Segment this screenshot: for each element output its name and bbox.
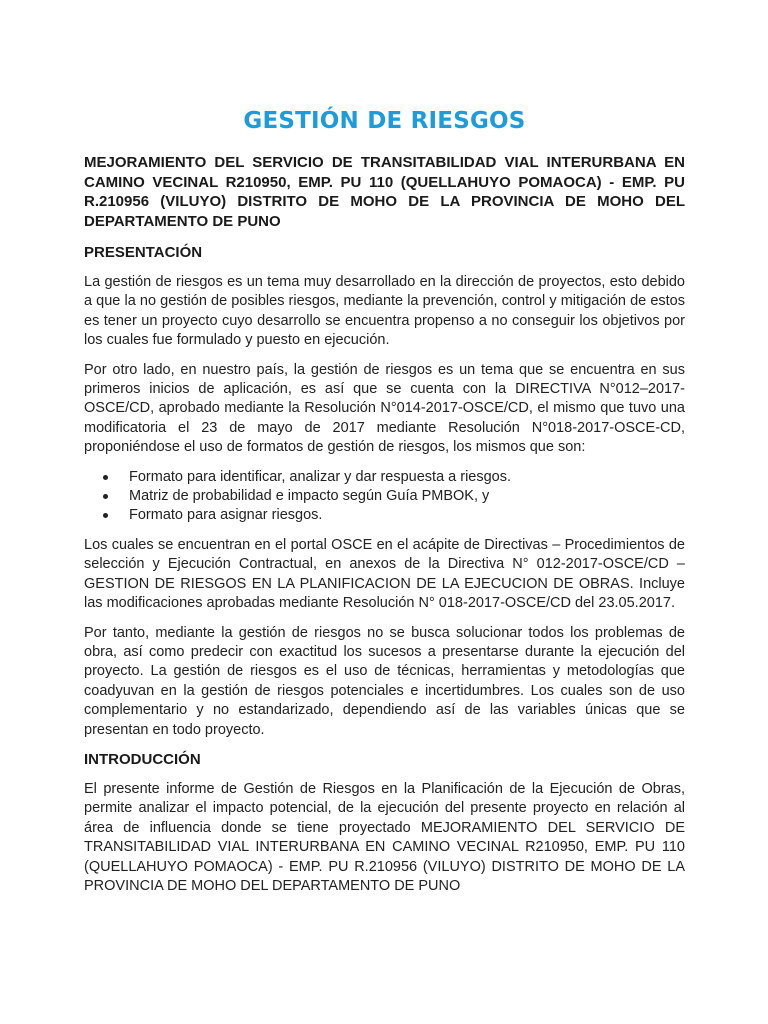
list-item-text: Formato para identificar, analizar y dar respuesta a riesgos. xyxy=(129,468,512,485)
paragraph: El presente informe de Gestión de Riesgos en la Planificación de la Ejecución de Obras, permite analizar el impacto potencial, de la ejecución del presente proyecto en relación al área de influencia donde se tiene proyectado MEJORAMIENTO DEL SERVICIO DE TRANSITABILIDAD VIAL INTERURBANA EN CAMINO VECINAL R210950, EMP. PU 110 (QUELLAHUYO POMAOCA) - EMP. PU R.210956 (VILUYO) DISTRITO DE MOHO DE LA PROVINCIA DE MOHO DEL DEPARTAMENTO DE PUNO xyxy=(84,780,685,894)
bullet-icon xyxy=(103,475,108,480)
bullet-icon xyxy=(103,494,108,499)
bullet-list xyxy=(84,468,685,526)
section-heading-presentacion: PRESENTACIÓN xyxy=(84,244,203,261)
document-page xyxy=(84,104,685,906)
list-item xyxy=(84,506,685,525)
document-title: GESTIÓN DE RIESGOS xyxy=(243,108,526,134)
paragraph: Los cuales se encuentran en el portal OSCE en el acápite de Directivas – Procedimientos de selección y Ejecución Contractual, en anexos de la Directiva N° 012-2017-OSCE/CD – GESTION DE RIESGOS EN LA PLANIFICACION DE LA EJECUCION DE OBRAS. Incluye las modificaciones aprobadas mediante Resolución N° 018-2017-OSCE/CD del 23.05.2017. xyxy=(84,536,685,612)
bullet-icon xyxy=(103,513,108,518)
section-heading-introduccion: INTRODUCCIÓN xyxy=(84,750,201,768)
list-item-text: Formato para asignar riesgos. xyxy=(129,507,323,524)
project-subtitle: MEJORAMIENTO DEL SERVICIO DE TRANSITABILIDAD VIAL INTERURBANA EN CAMINO VECINAL R210950, EMP. PU 110 (QUELLAHUYO POMAOCA) - EMP. PU R.210956 (VILUYO) DISTRITO DE MOHO DE LA PROVINCIA DE MOHO DEL DEPARTAMENTO DE PUNO xyxy=(84,154,685,230)
list-item xyxy=(84,468,685,487)
paragraph: La gestión de riesgos es un tema muy desarrollado en la dirección de proyectos, esto debido a que la no gestión de posibles riesgos, mediante la prevención, control y mitigación de estos es tener un proyecto cuyo desarrollo se encuentra propenso a no conseguir los objetivos por los cuales fue formulado y puesto en ejecución. xyxy=(84,274,685,349)
paragraph: Por tanto, mediante la gestión de riesgos no se busca solucionar todos los problemas de obra, así como predecir con exactitud los sucesos a presentarse durante la ejecución del proyecto. La gestión de riesgos es el uso de técnicas, herramientas y metodologías que coadyuvan en la gestión de riesgos potenciales e incertidumbres. Los cuales son de uso complementario y no estandarizado, dependiendo así de las variables únicas que se presentan en todo proyecto. xyxy=(84,624,685,738)
paragraph: Por otro lado, en nuestro país, la gestión de riesgos es un tema que se encuentra en sus primeros inicios de aplicación, es así que se cuenta con la DIRECTIVA N°012–2017-OSCE/CD, aprobado mediante la Resolución N°014-2017-OSCE/CD, el mismo que tuvo una modificatoria el 23 de mayo de 2017 mediante Resolución N°018-2017-OSCE-CD, proponiéndose el uso de formatos de gestión de riesgos, los mismos que son: xyxy=(84,361,685,456)
list-item-text: Matriz de probabilidad e impacto según Guía PMBOK, y xyxy=(129,488,490,505)
list-item xyxy=(84,487,685,506)
